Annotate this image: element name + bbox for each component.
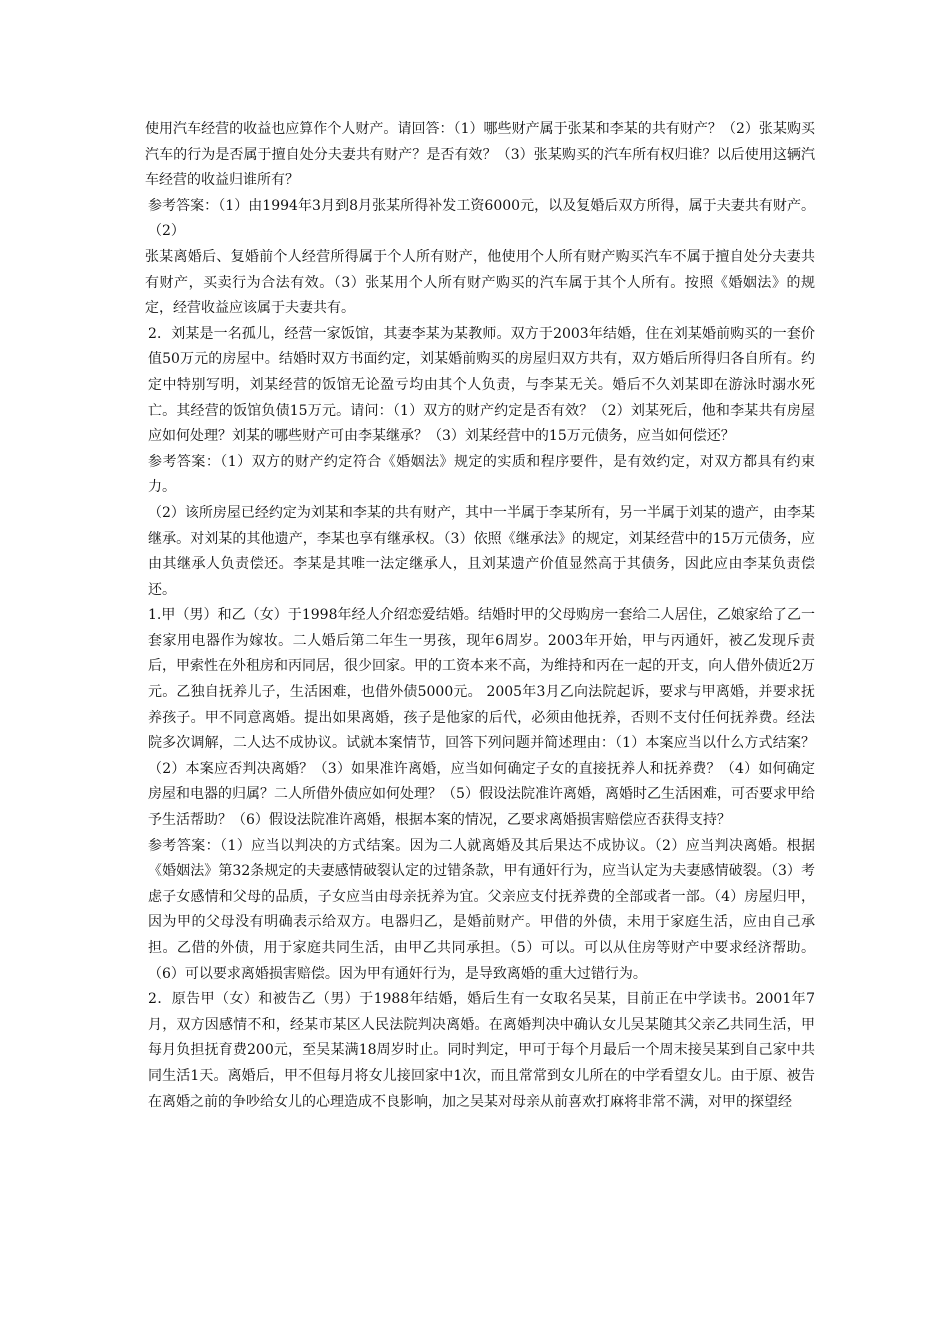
paragraph-answer-1-part-2: 张某离婚后、复婚前个人经营所得属于个人所有财产，他使用个人所有财产购买汽车不属于擅自处分夫妻共有财产，买卖行为合法有效。（3）张某用个人所有财产购买的汽车属于其个人所有。按照《婚姻法》的规定，经营收益应该属于夫妻共有。	[145, 248, 815, 317]
paragraph-answer-1-part-1: 参考答案：（1）由1994年3月到8月张某所得补发工资6000元，以及复婚后双方所得，属于夫妻共有财产。（2）	[148, 197, 815, 240]
paragraph-answer-case-1: 参考答案：（1）应当以判决的方式结案。因为二人就离婚及其后果达不成协议。（2）应当判决离婚。根据《婚姻法》第32条规定的夫妻感情破裂认定的过错条款，甲有通奸行为，应当认定为夫妻感情破裂。（3）考虑子女感情和父母的品质，子女应当由母亲抚养为宜。父亲应支付抚养费的全部或者一部。（4）房屋归甲，因为甲的父母没有明确表示给双方。电器归乙，是婚前财产。甲借的外债，未用于家庭生活，应由自己承担。乙借的外债，用于家庭共同生活，由甲乙共同承担。（5）可以。可以从住房等财产中要求经济帮助。（6）可以要求离婚损害赔偿。因为甲有通奸行为，是导致离婚的重大过错行为。	[148, 837, 815, 982]
document-page	[145, 117, 815, 1115]
paragraph-answer-2-part-2: （2）该所房屋已经约定为刘某和李某的共有财产，其中一半属于李某所有，另一半属于刘某的遗产，由李某继承。对刘某的其他遗产，李某也享有继承权。（3）依照《继承法》的规定，刘某经营中的15万元债务，应由其继承人负责偿还。李某是其唯一法定继承人，且刘某遗产价值显然高于其债务，因此应由李某负责偿还。	[148, 504, 815, 598]
paragraph-question-1-end: 使用汽车经营的收益也应算作个人财产。请回答：（1）哪些财产属于张某和李某的共有财产？（2）张某购买汽车的行为是否属于擅自处分夫妻共有财产？是否有效？（3）张某购买的汽车所有权归谁？以后使用这辆汽车经营的收益归谁所有？	[145, 121, 815, 189]
paragraph-case-2: 2．原告甲（女）和被告乙（男）于1988年结婚，婚后生有一女取名吴某，目前正在中学读书。2001年7月，双方因感情不和，经某市某区人民法院判决离婚。在离婚判决中确认女儿吴某随其父亲乙共同生活，甲每月负担抚育费200元，至吴某满18周岁时止。同时判定，甲可于每个月最后一个周末接吴某到自己家中共同生活1天。离婚后，甲不但每月将女儿接回家中1次，而且常常到女儿所在的中学看望女儿。由于原、被告在离婚之前的争吵给女儿的心理造成不良影响，加之吴某对母亲从前喜欢打麻将非常不满，对甲的探望经	[148, 991, 815, 1110]
paragraph-question-2: 2．刘某是一名孤儿，经营一家饭馆，其妻李某为某教师。双方于2003年结婚，住在刘某婚前购买的一套价值50万元的房屋中。结婚时双方书面约定，刘某婚前购买的房屋归双方共有，双方婚后所得归各自所有。约定中特别写明，刘某经营的饭馆无论盈亏均由其个人负责，与李某无关。婚后不久刘某即在游泳时溺水死亡。其经营的饭馆负债15万元。请问：（1）双方的财产约定是否有效？（2）刘某死后，他和李某共有房屋应如何处理？刘某的哪些财产可由李某继承？（3）刘某经营中的15万元债务，应当如何偿还？	[148, 325, 815, 445]
paragraph-answer-2-part-1: 参考答案：（1）双方的财产约定符合《婚姻法》规定的实质和程序要件，是有效约定，对双方都具有约束力。	[148, 453, 815, 496]
paragraph-case-1: 1.甲（男）和乙（女）于1998年经人介绍恋爱结婚。结婚时甲的父母购房一套给二人居住，乙娘家给了乙一套家用电器作为嫁妆。二人婚后第二年生一男孩，现年6周岁。2003年开始，甲与丙通奸，被乙发现斥责后，甲索性在外租房和丙同居，很少回家。甲的工资本来不高，为维持和丙在一起的开支，向人借外债近2万元。乙独自抚养儿子，生活困难，也借外债5000元。 2005年3月乙向法院起诉，要求与甲离婚，并要求抚养孩子。甲不同意离婚。提出如果离婚，孩子是他家的后代，必须由他抚养，否则不支付任何抚养费。经法院多次调解，二人达不成协议。试就本案情节，回答下列问题并简述理由：（1）本案应当以什么方式结案？（2）本案应否判决离婚？（3）如果准许离婚，应当如何确定子女的直接抚养人和抚养费？（4）如何确定房屋和电器的归属？二人所借外债应如何处理？（5）假设法院准许离婚，离婚时乙生活困难，可否要求甲给予生活帮助？（6）假设法院准许离婚，根据本案的情况，乙要求离婚损害赔偿应否获得支持？	[148, 607, 815, 829]
